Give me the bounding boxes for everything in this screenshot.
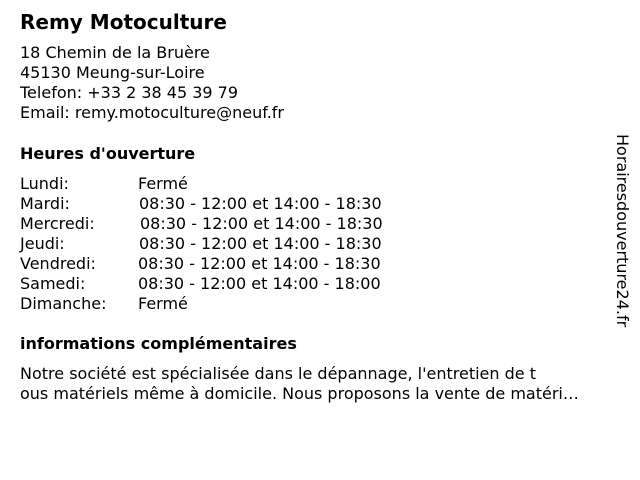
phone-number: Telefon: +33 2 38 45 39 79 [20, 83, 239, 102]
business-name: Remy Motoculture [20, 10, 227, 34]
day-label: Mercredi: [20, 214, 95, 233]
day-times: 08:30 - 12:00 et 14:00 - 18:00 [138, 274, 381, 293]
day-label: Lundi: [20, 174, 69, 193]
day-times: 08:30 - 12:00 et 14:00 - 18:30 [140, 214, 383, 233]
day-label: Samedi: [20, 274, 86, 293]
address-city: 45130 Meung-sur-Loire [20, 63, 205, 82]
description-line: Notre société est spécialisée dans le dépannage, l'entretien de t [20, 364, 536, 383]
day-times: Fermé [138, 294, 188, 313]
site-watermark: Horairesdouverture24.fr [613, 134, 632, 328]
day-times: 08:30 - 12:00 et 14:00 - 18:30 [139, 194, 382, 213]
day-label: Mardi: [20, 194, 70, 213]
day-times: 08:30 - 12:00 et 14:00 - 18:30 [138, 254, 381, 273]
day-label: Jeudi: [20, 234, 65, 253]
email-address: Email: remy.motoculture@neuf.fr [20, 103, 284, 122]
day-times: Fermé [138, 174, 188, 193]
day-times: 08:30 - 12:00 et 14:00 - 18:30 [139, 234, 382, 253]
hours-heading: Heures d'ouverture [20, 144, 196, 163]
address-street: 18 Chemin de la Bruère [20, 43, 210, 62]
description-line: ous matériels même à domicile. Nous proposons la vente de matéri… [20, 384, 579, 403]
info-heading: informations complémentaires [20, 334, 297, 353]
business-description [20, 364, 632, 404]
address-block [20, 43, 284, 123]
day-label: Vendredi: [20, 254, 96, 273]
day-label: Dimanche: [20, 294, 107, 313]
